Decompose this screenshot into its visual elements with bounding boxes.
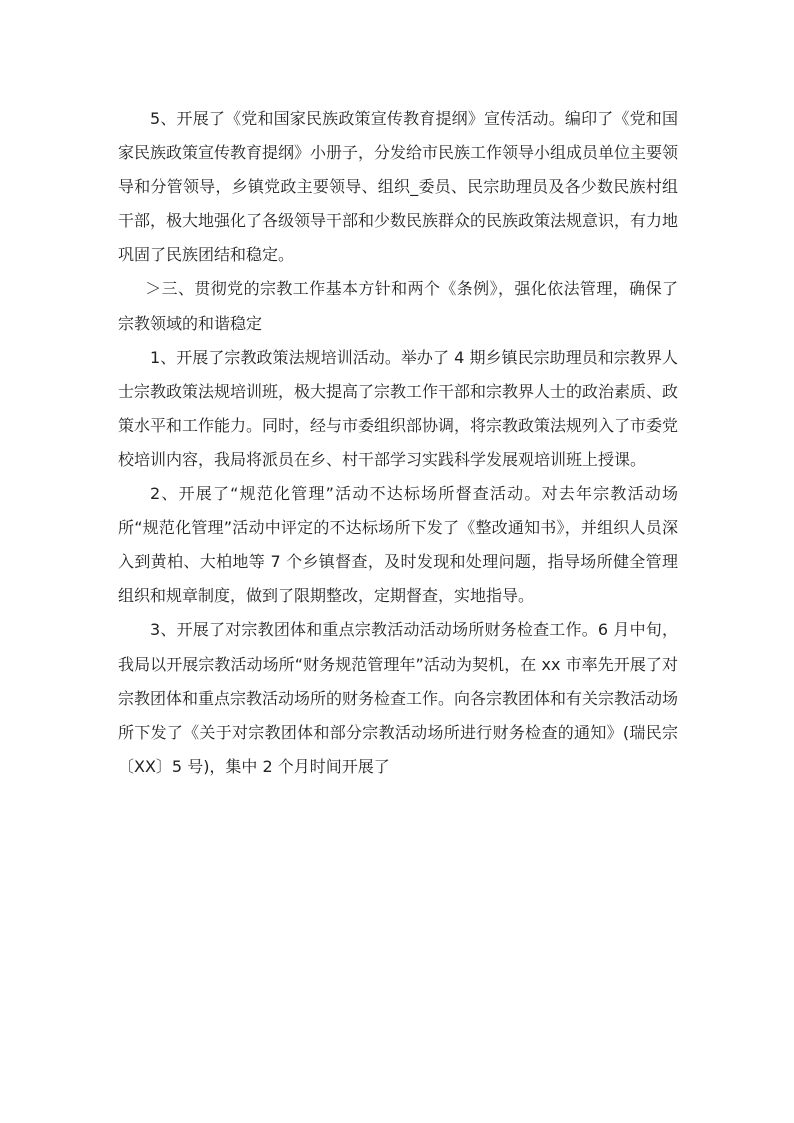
paragraph-ethnic-policy-campaign: 5、开展了《党和国家民族政策宣传教育提纲》宣传活动。编印了《党和国家民族政策宣传教育提纲》小册子，分发给市民族工作领导小组成员单位主要领导和分管领导，乡镇党政主要领导、组织_委员、民宗助理员及各少数民族村组干部，极大地强化了各级领导干部和少数民族群众的民族政策法规意识，有力地巩固了民族团结和稳定。 — [118, 109, 679, 265]
document-page — [118, 102, 678, 784]
section-heading-religious-work: ＞三、贯彻党的宗教工作基本方针和两个《条例》，强化依法管理，确保了宗教领域的和谐稳定 — [118, 279, 678, 333]
paragraph-financial-inspection: 3、开展了对宗教团体和重点宗教活动活动场所财务检查工作。6 月中旬，我局以开展宗教活动场所“财务规范管理年”活动为契机，在 xx 市率先开展了对宗教团体和重点宗教活动场所的财务检查工作。向各宗教团体和有关宗教活动场所下发了《关于对宗教团体和部分宗教活动场所进行财务检查的通知》(瑞民宗〔XX〕5 号)，集中 2 个月时间开展了 — [118, 620, 679, 776]
paragraph-standardized-management-inspection: 2、开展了“规范化管理”活动不达标场所督查活动。对去年宗教活动场所“规范化管理”活动中评定的不达标场所下发了《整改通知书》，并组织人员深入到黄柏、大柏地等 7 个乡镇督查，及时发现和处理问题，指导场所健全管理组织和规章制度，做到了限期整改，定期督查，实地指导。 — [118, 484, 678, 606]
paragraph-religious-policy-training: 1、开展了宗教政策法规培训活动。举办了 4 期乡镇民宗助理员和宗教界人士宗教政策法规培训班，极大提高了宗教工作干部和宗教界人士的政治素质、政策水平和工作能力。同时，经与市委组织部协调，将宗教政策法规列入了市委党校培训内容，我局将派员在乡、村干部学习实践科学发展观培训班上授课。 — [118, 347, 679, 469]
